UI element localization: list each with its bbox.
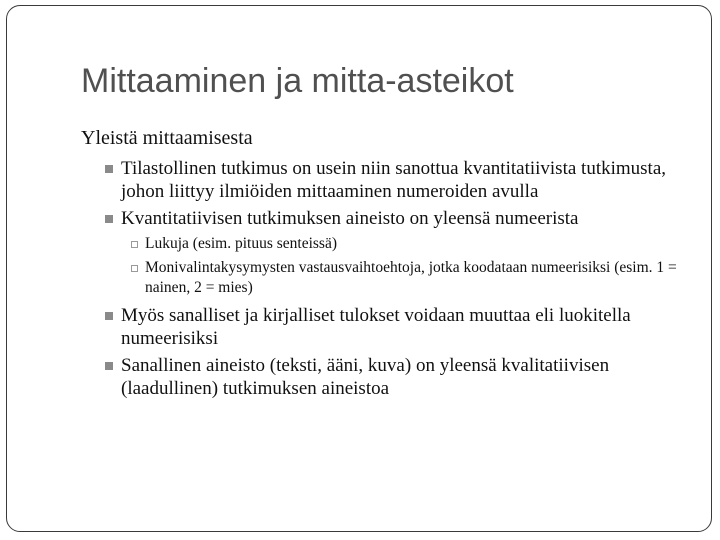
hollow-square-bullet-icon [131,241,138,248]
subheading: Yleistä mittaamisesta [81,127,253,149]
bullet-text: Myös sanalliset ja kirjalliset tulokset voidaan muuttaa eli luokitella numeerisiksi [121,305,631,349]
sub-bullet-text: Lukuja (esim. pituus senteissä) [145,235,337,252]
bullet-list [81,304,681,400]
slide [6,5,712,532]
bullet-text: Kvantitatiivisen tutkimuksen aineisto on yleensä numeerista [121,208,579,229]
hollow-square-bullet-icon [131,265,138,272]
square-bullet-icon [105,165,113,173]
sub-bullet-item [81,258,681,298]
sub-bullet-text: Monivalintakysymysten vastausvaihtoehtoja, jotka koodataan numeerisiksi (esim. 1 = nainen, 2 = mies) [145,259,677,296]
square-bullet-icon [105,362,113,370]
bullet-list [81,157,681,230]
bullet-item [81,304,681,350]
bullet-item [81,207,681,230]
bullet-text: Sanallinen aineisto (teksti, ääni, kuva) on yleensä kvalitatiivisen (laadullinen) tutkimuksen aineistoa [121,355,610,399]
bullet-item [81,354,681,400]
sub-bullet-item [81,234,681,254]
sub-bullet-list [81,234,681,298]
square-bullet-icon [105,312,113,320]
slide-title: Mittaaminen ja mitta-asteikot [81,62,514,100]
square-bullet-icon [105,215,113,223]
bullet-text: Tilastollinen tutkimus on usein niin sanottua kvantitatiivista tutkimusta, johon liittyy ilmiöiden mittaaminen numeroiden avulla [121,158,667,202]
slide-body [81,126,681,404]
bullet-item [81,157,681,203]
